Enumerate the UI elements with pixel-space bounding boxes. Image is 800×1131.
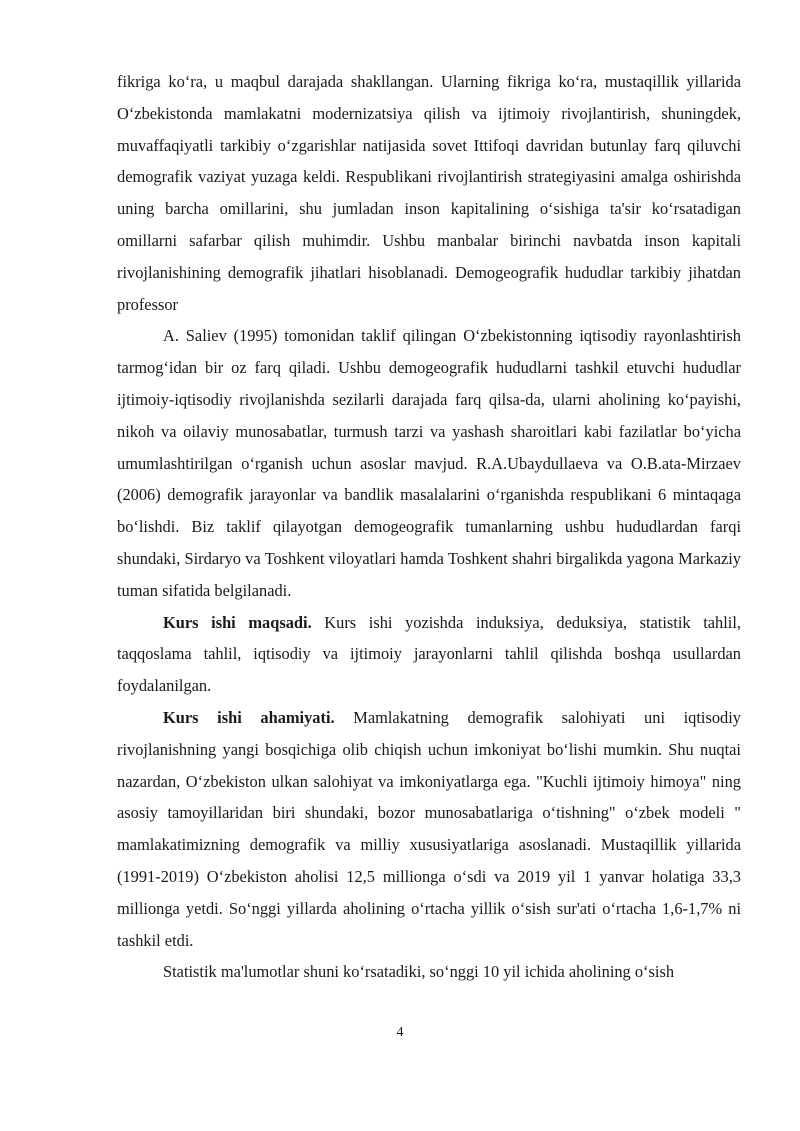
paragraph-heading: Kurs ishi maqsadi. [163,612,312,632]
paragraph-regionalization [117,320,741,606]
paragraph-text: Statistik ma'lumotlar shuni ko‘rsatadiki, so‘nggi 10 yil ichida aholining o‘sish [163,962,675,982]
body-text [117,66,741,988]
paragraph-text: Mamlakatning demografik salohiyati uni iqtisodiy rivojlanishning yangi bosqichiga olib chiqish uchun imkoniyat bo‘lishi mumkin. Shu nuqtai nazardan, O‘zbekiston ulkan salohiyat va imkoniyatlarga ega. "Kuchli ijtimoiy himoya" ning asosiy tamoyillaridan biri shundaki, bozor munosabatlariga o‘tishning" o‘zbek modeli " mamlakatimizning demografik va milliy xususiyatlariga asoslanadi. Mustaqillik yillarida (1991-2019) O‘zbekiston aholisi 12,5 millionga o‘sdi va 2019 yil 1 yanvar holatiga 33,3 millionga yetdi. So‘nggi yillarda aholining o‘rtacha yillik o‘sish sur'ati o‘rtacha 1,6-1,7% ni tashkil etdi. [117,707,742,950]
paragraph-text: A. Saliev (1995) tomonidan taklif qilingan O‘zbekistonning iqtisodiy rayonlashtirish tarmog‘idan bir oz farq qiladi. Ushbu demogeografik hududlarni tashkil etuvchi hududlar ijtimoiy-iqtisodiy rivojlanishda sezilarli darajada farq qilsa-da, ularni aholining ko‘payishi, nikoh va oilaviy munosabatlar, turmush tarzi va yashash sharoitlari kabi fazilatlar bo‘yicha umumlashtirilgan o‘rganish uchun asoslar mavjud. R.A.Ubaydullaeva va O.B.ata-Mirzaev (2006) demografik jarayonlar va bandlik masalalarini o‘rganishda respublikani 6 mintaqaga bo‘lishdi. Biz taklif qilayotgan demogeografik tumanlarning ushbu hududlardan farqi shundaki, Sirdaryo va Toshkent viloyatlari hamda Toshkent shahri birgalikda yagona Markaziy tuman sifatida belgilanadi. [117,326,741,600]
paragraph-continuation [117,66,741,320]
paragraph-statistics [117,956,741,988]
paragraph-course-importance [117,702,741,956]
paragraph-text: fikriga ko‘ra, u maqbul darajada shakllangan. Ularning fikriga ko‘ra, mustaqillik yillarida O‘zbekistonda mamlakatni modernizatsiya qilish va ijtimoiy rivojlantirish, shuningdek, muvaffaqiyatli tarkibiy o‘zgarishlar natijasida sovet Ittifoqi davridan butunlay farq qiluvchi demografik vaziyat yuzaga keldi. Respublikani rivojlantirish strategiyasini amalga oshirishda uning barcha omillarini, shu jumladan inson kapitalining o‘sishiga ta'sir ko‘rsatadigan omillarni safarbar qilish muhimdir. Ushbu manbalar birinchi navbatda inson kapitali rivojlanishining demografik jihatlari hisoblanadi. Demogeografik hududlar tarkibiy jihatdan professor [117,72,741,314]
paragraph-heading: Kurs ishi ahamiyati. [163,707,335,727]
paragraph-text: Kurs ishi yozishda induksiya, deduksiya, statistik tahlil, taqqoslama tahlil, iqtisodiy va ijtimoiy jarayonlarni tahlil qilishda boshqa usullardan foydalanilgan. [117,612,741,696]
page-number: 4 [396,1025,404,1040]
paragraph-course-goal [117,607,741,702]
